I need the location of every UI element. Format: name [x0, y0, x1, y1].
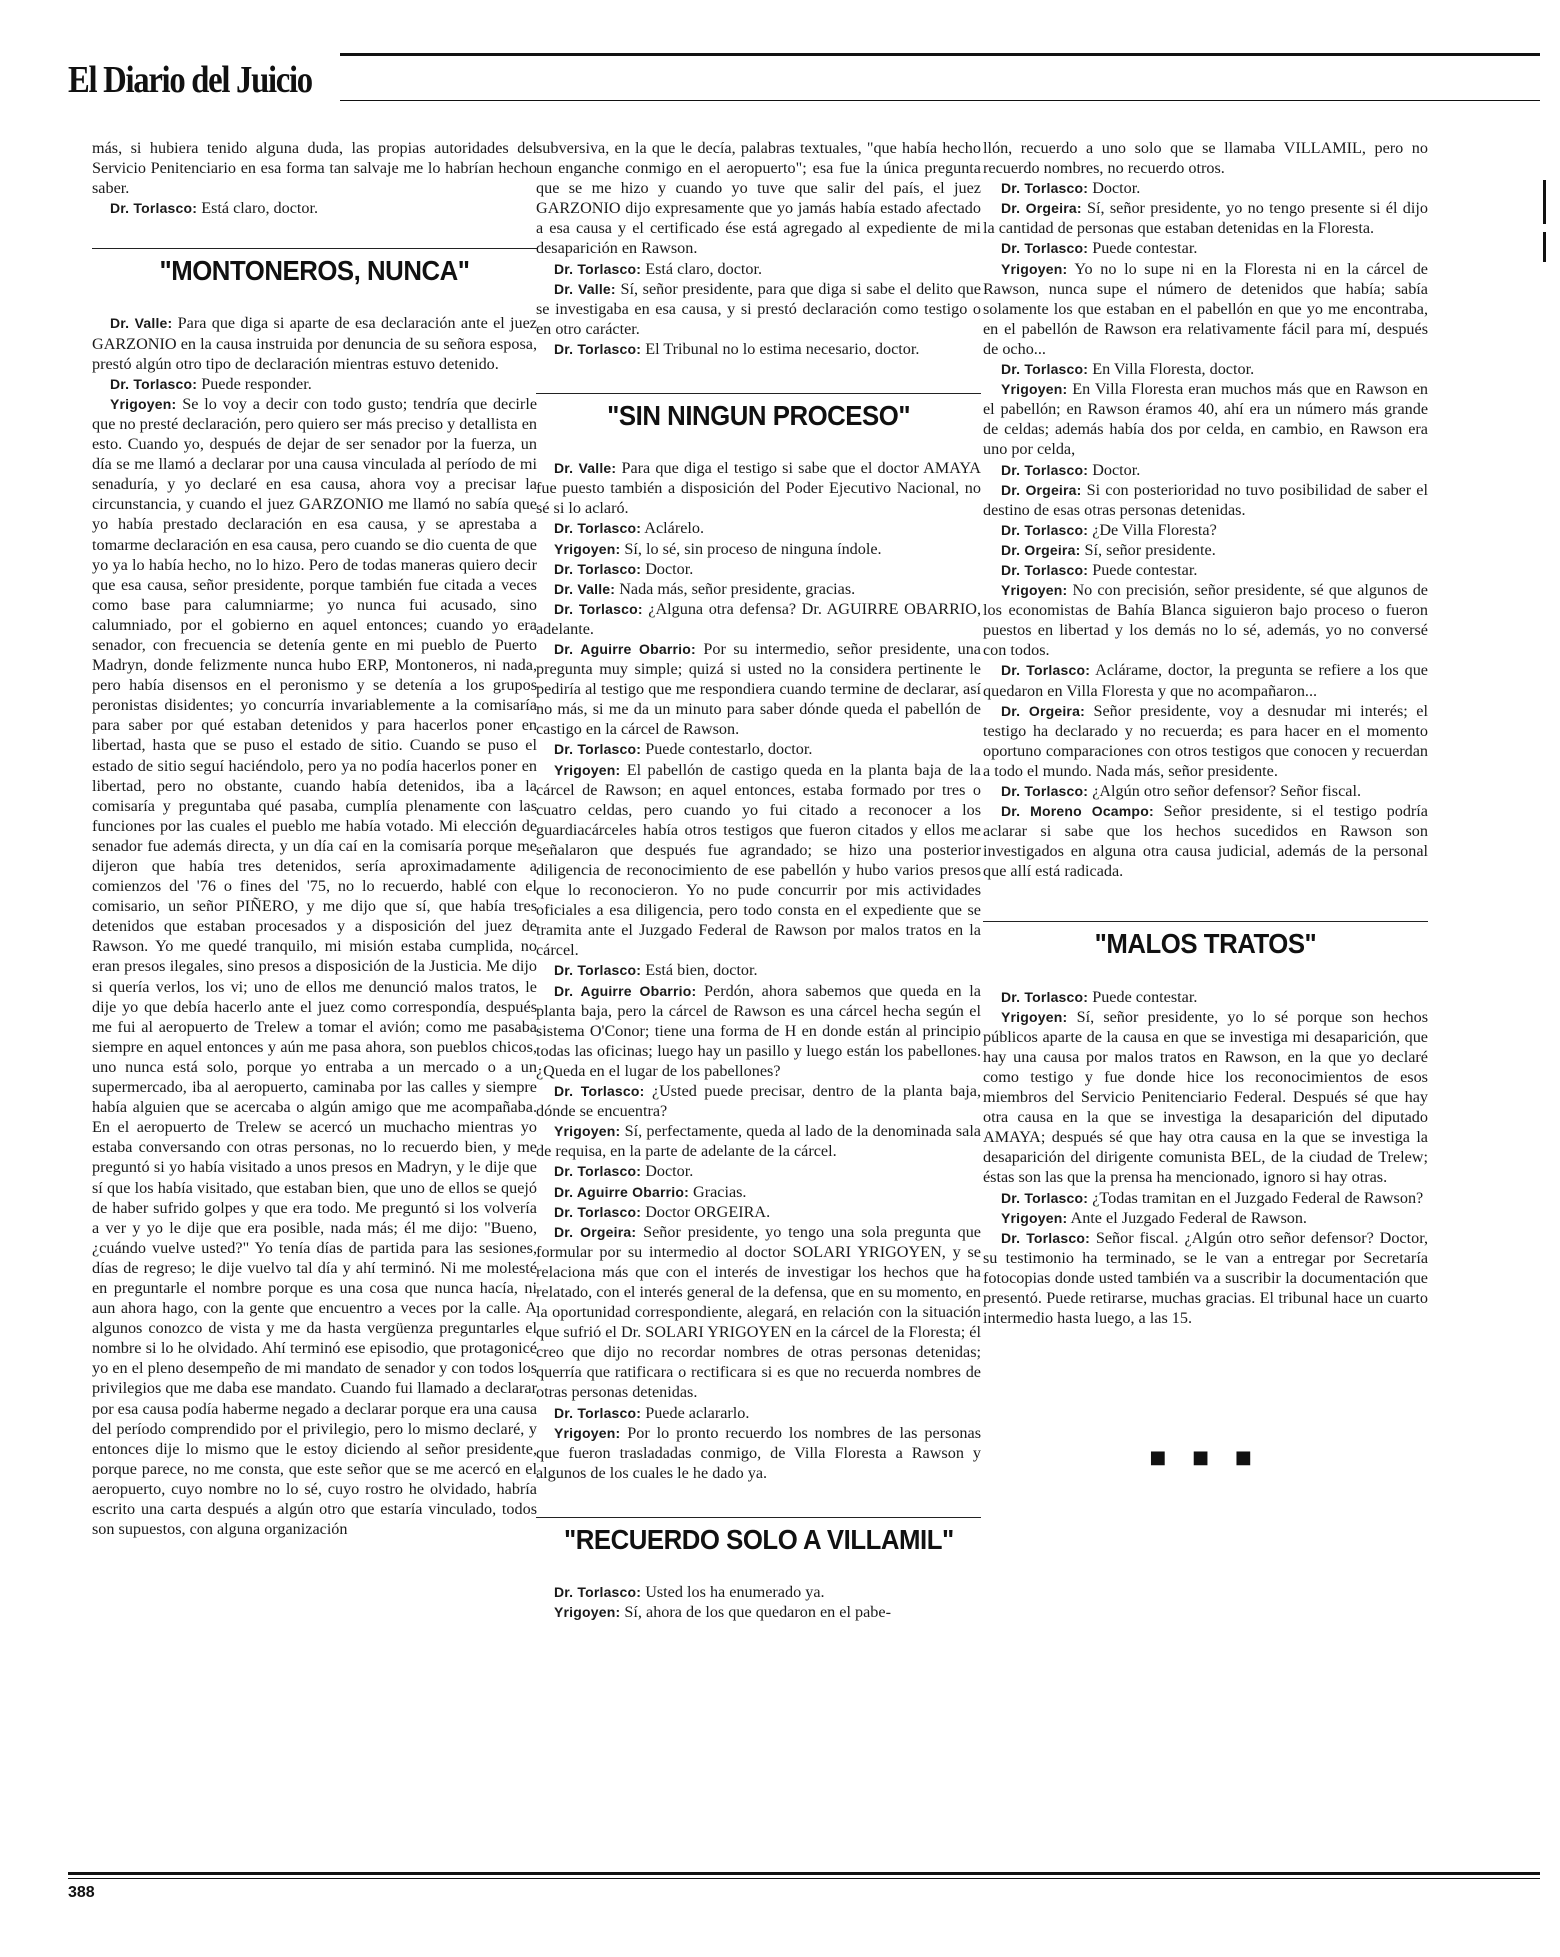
- speech: Sí, señor presidente, yo lo sé porque son hechos públicos aparte de la causa en que se investiga mi desaparición, que hay una causa por malos tratos en Rawson, en la que yo declaré como testigo y fue donde hice los reconocimientos de esos miembros del Servicio Penitenciario Federal. Después sé que hay otra causa en la que se investiga la desaparición del diputado AMAYA; después sé que hay otra causa en la que se investiga la desaparición del dirigente comunista BEL, de la ciudad de Trelew; éstas son las que la prensa ha mencionado, ignoro si hay otras.: [983, 1007, 1428, 1187]
- speech: ¿Todas tramitan en el Juzgado Federal de Rawson?: [1088, 1188, 1424, 1207]
- paragraph: [92, 198, 537, 218]
- paragraph: [536, 639, 981, 739]
- paragraph: [536, 1081, 981, 1121]
- paragraph: [983, 238, 1428, 258]
- speech: Sí, señor presidente, para que diga si sabe el delito que se investigaba en esa causa, y si prestó declaración como testigo o en otro carácter.: [536, 279, 981, 338]
- paragraph: [536, 518, 981, 538]
- footer-rule-thick: [68, 1872, 1540, 1875]
- paragraph: [536, 599, 981, 639]
- speech: Doctor.: [641, 559, 694, 578]
- speech: Está claro, doctor.: [641, 259, 763, 278]
- paragraph: [536, 458, 981, 518]
- paragraph: [983, 379, 1428, 459]
- section-heading: [536, 393, 981, 430]
- speech: ¿De Villa Floresta?: [1088, 520, 1217, 539]
- paragraph: [536, 1121, 981, 1161]
- paragraph: [983, 781, 1428, 801]
- speech: El pabellón de castigo queda en la planta baja de la cárcel de Rawson; en aquel entonces, estaba formado por tres o cuatro celdas, pero cuando yo fui citado a reconocer a los guardiacárceles había otros testigos que fueron citados y ellos me señalaron que después fue agrandado; se hizo una posterior diligencia de reconocimiento de ese pabellón y hubo varios presos que lo reconocieron. Yo no pude concurrir por mis actividades oficiales a esa diligencia, pero todo consta en el expediente que se tramita ante el Juzgado Federal de Rawson por malos tratos en la cárcel.: [536, 760, 981, 960]
- speaker: Yrigoyen:: [554, 1424, 621, 1441]
- speech: Por lo pronto recuerdo los nombres de las personas que fueron trasladadas conmigo, de Villa Floresta a Rawson y algunos de los cuales le he dado ya.: [536, 1423, 981, 1482]
- speech: Sí, lo sé, sin proceso de ninguna índole.: [620, 539, 882, 558]
- speaker: Yrigoyen:: [554, 761, 621, 778]
- speaker: Dr. Torlasco:: [1001, 1189, 1089, 1206]
- speech: Doctor.: [1088, 460, 1141, 479]
- paragraph: [983, 801, 1428, 881]
- paragraph: [536, 1182, 981, 1202]
- speaker: Dr. Valle:: [554, 280, 616, 297]
- speech: Sí, señor presidente, yo no tengo presente si él dijo la cantidad de personas que estaban detenidas en la Floresta.: [983, 199, 1428, 238]
- paragraph: [983, 359, 1428, 379]
- margin-bar-2: [1543, 232, 1546, 262]
- speech: Nada más, señor presidente, gracias.: [615, 579, 856, 598]
- speaker: Dr. Aguirre Obarrio:: [554, 640, 696, 657]
- paragraph: [983, 259, 1428, 359]
- speech: ¿Alguna otra defensa? Dr. AGUIRRE OBARRIO, adelante.: [536, 599, 981, 638]
- speaker: Dr. Torlasco:: [1001, 521, 1089, 538]
- speech: Está bien, doctor.: [641, 961, 758, 980]
- column-1: [92, 138, 537, 1539]
- speaker: Dr. Torlasco:: [1001, 361, 1089, 378]
- speech: En Villa Floresta, doctor.: [1088, 360, 1255, 379]
- speaker: Dr. Torlasco:: [554, 1163, 642, 1180]
- paragraph: [983, 480, 1428, 520]
- speaker: Dr. Torlasco:: [554, 1203, 642, 1220]
- speech: Puede contestarlo, doctor.: [641, 740, 813, 759]
- speaker: Yrigoyen:: [554, 540, 621, 557]
- speaker: Dr. Valle:: [554, 580, 616, 597]
- speaker: Dr. Torlasco:: [554, 340, 642, 357]
- paragraph: [536, 259, 981, 279]
- speaker: Dr. Torlasco:: [554, 520, 642, 537]
- speech: Puede aclararlo.: [641, 1403, 750, 1422]
- paragraph: [92, 313, 537, 373]
- speech: Gracias.: [688, 1182, 747, 1201]
- speech: Aclárelo.: [641, 519, 705, 538]
- section-heading-text: "RECUERDO SOLO A VILLAMIL": [563, 1523, 954, 1555]
- speaker: Dr. Orgeira:: [1001, 702, 1085, 719]
- paragraph: [536, 279, 981, 339]
- speaker: Dr. Torlasco:: [554, 560, 642, 577]
- section-heading-text: "MALOS TRATOS": [1094, 928, 1317, 960]
- paragraph: llón, recuerdo a uno solo que se llamaba VILLAMIL, pero no recuerdo nombres, no recuerdo otros.: [983, 139, 1428, 178]
- speech: Para que diga si aparte de esa declaración ante el juez GARZONIO en la causa instruida por denuncia de su señora esposa, prestó algún otro tipo de declaración mientras estuvo detenido.: [92, 314, 537, 373]
- paragraph: [536, 559, 981, 579]
- masthead-rule-bottom: [340, 100, 1540, 101]
- speech: Señor presidente, si el testigo podría aclarar si sabe que los hechos sucedidos en Rawson son investigados en alguna otra causa judicial, además de la personal que allí está radicada.: [983, 802, 1428, 881]
- paragraph: [536, 1423, 981, 1483]
- speech: No con precisión, señor presidente, sé que algunos de los economistas de Bahía Blanca siguieron bajo proceso o fueron puestos en libertad y los demás no lo sé, además, yo no conversé con todos.: [983, 581, 1428, 660]
- speaker: Dr. Torlasco:: [1001, 988, 1089, 1005]
- paragraph: [983, 460, 1428, 480]
- speaker: Dr. Torlasco:: [1001, 1229, 1090, 1246]
- speech: Sí, señor presidente.: [1080, 540, 1216, 559]
- paragraph: [536, 1222, 981, 1403]
- column-3: [983, 138, 1428, 1468]
- speaker: Dr. Torlasco:: [1001, 783, 1089, 799]
- speech: Perdón, ahora sabemos que queda en la planta baja, pero la cárcel de Rawson es una cárcel hecha según el sistema O'Conor; tiene una forma de H en donde están al principio todas las oficinas; luego hay un pasillo y luego están los pabellones. ¿Queda en el lugar de los pabellones?: [536, 981, 981, 1080]
- speech: Doctor.: [641, 1162, 694, 1181]
- speech: Ante el Juzgado Federal de Rawson.: [1067, 1208, 1307, 1227]
- paragraph: [536, 1161, 981, 1181]
- paragraph: [983, 520, 1428, 540]
- paragraph: [536, 579, 981, 599]
- page-footer: [68, 1872, 1540, 1932]
- paragraph: [983, 701, 1428, 781]
- speaker: Dr. Orgeira:: [1001, 481, 1082, 498]
- speaker: Dr. Aguirre Obarrio:: [554, 1183, 689, 1200]
- speaker: Dr. Torlasco:: [554, 1083, 645, 1100]
- paragraph: [983, 987, 1428, 1007]
- speech: Por su intermedio, señor presidente, una pregunta muy simple; quizá si usted no la considera pertinente le pediría al testigo que me respondiera cuando termine de declarar, así no más, si me da un minuto para saber dónde queda el pabellón de castigo en la cárcel de Rawson.: [536, 639, 981, 739]
- paragraph: [536, 760, 981, 961]
- speaker: Dr. Torlasco:: [1001, 240, 1089, 257]
- speech: Está claro, doctor.: [197, 199, 319, 218]
- speaker: Dr. Orgeira:: [1001, 200, 1082, 217]
- paragraph: [536, 739, 981, 759]
- speech: Puede contestar.: [1088, 987, 1198, 1006]
- paragraph: [983, 660, 1428, 700]
- paragraph: [536, 539, 981, 559]
- speech: Doctor ORGEIRA.: [641, 1202, 771, 1221]
- paragraph: [536, 1582, 981, 1602]
- paragraph: [92, 394, 537, 1539]
- speech: Usted los ha enumerado ya.: [641, 1583, 825, 1601]
- section-heading: [92, 248, 537, 285]
- speaker: Dr. Moreno Ocampo:: [1001, 803, 1154, 820]
- speech: ¿Algún otro señor defensor? Señor fiscal.: [1088, 782, 1361, 800]
- paragraph: [983, 1228, 1428, 1328]
- paragraph: [92, 374, 537, 394]
- section-heading-text: "MONTONEROS, NUNCA": [159, 255, 470, 287]
- speaker: Yrigoyen:: [554, 1604, 621, 1621]
- speech: Sí, ahora de los que quedaron en el pabe-: [620, 1603, 891, 1622]
- footer-rule-thin: [68, 1878, 1540, 1879]
- speech: Para que diga el testigo si sabe que el doctor AMAYA fue puesto también a disposición del Poder Ejecutivo Nacional, no sé si lo aclaró.: [536, 459, 981, 518]
- speaker: Yrigoyen:: [1001, 260, 1068, 277]
- speech: Puede contestar.: [1088, 560, 1198, 579]
- paragraph: [983, 198, 1428, 238]
- speaker: Dr. Aguirre Obarrio:: [554, 982, 697, 999]
- speaker: Yrigoyen:: [1001, 582, 1068, 599]
- speech: En Villa Floresta eran muchos más que en Rawson en el pabellón; en Rawson éramos 40, ahí era un número más grande de celdas; además había dos por celda, en cambio, en Rawson era uno por celda,: [983, 380, 1428, 459]
- speech: ¿Usted puede precisar, dentro de la planta baja, dónde se encuentra?: [536, 1082, 981, 1121]
- speaker: Dr. Valle:: [554, 460, 617, 477]
- speaker: Dr. Torlasco:: [1001, 461, 1089, 478]
- speech: El Tribunal no lo estima necesario, doctor.: [641, 339, 920, 358]
- speech: Se lo voy a decir con todo gusto; tendría que decirle que no presté declaración, pero quiero ser más preciso y detallista en esto. Cuando yo, después de dejar de ser senador por la fuerza, un día se me llamó a declarar por una causa vinculada al período de mi senaduría, y yo declaré en esa causa, ahora voy a precisar la circunstancia, y cuando el juez GARZONIO me llamó no sabía que yo había prestado declaración en esa causa, y se aprestaba a tomarme declaración en esa causa, pero cuando se dio cuenta de que yo ya lo había hecho, no lo hizo. Pero de todas maneras quiero decir que esa causa, señor presidente, porque también fue citada a veces como base para calumniarme; yo nunca fui acusado, sino calumniado, por el gobierno en aquel entonces; cuando yo era senador, con frecuencia se detenía gente en mi pueblo de Puerto Madryn, donde felizmente nunca hubo ERP, Montoneros, ni nada, pero había disensos en el peronismo y se detenía a los grupos peronistas disidentes; yo concurría invariablemente a la comisaría para saber por qué estaban detenidos y para hacerlos poner en libertad, hasta que se puso el estado de sitio. Cuando se puso el estado de sitio seguí haciéndolo, pero ya no podía hacerlos poner en libertad, pero no obstante, cuando había detenidos, iba a la comisaría y preguntaba qué pasaba, cumplía plenamente con las funciones por las cuales el pueblo me había votado. Mi elección de senador fue además directa, y un día caí en la comisaría porque me dijeron que había tres detenidos, sería aproximadamente a comienzos del '76 o fines del '75, no lo recuerdo, hablé con el comisario, un señor PIÑERO, y me dijo que sí, que había tres detenidos que estaban procesados y a disposición del juez de Rawson. Yo me quedé tranquilo, mi misión estaba cumplida, no eran presos ilegales, sino presos a disposición de la Justicia. Me dijo si quería verlos, los vi; uno de ellos me denunció malos tratos, le dije yo que debía hacerlo ante el juez como correspondía, después me fui al aeropuerto de Trelew a tomar el avión; como me pasaba siempre en aquel entonces y aún me pasa ahora, son pueblos chicos, uno nunca está solo, porque yo entraba a un mercado o a un supermercado, iba al aeropuerto, caminaba por las calles y siempre había alguien que se acercaba o algún amigo que me acompañaba. En el aeropuerto de Trelew se acercó un muchacho mientras yo estaba conversando con otras personas, no lo recuerdo bien, y me preguntó si yo había visitado a unos presos en Madryn, y le dije que sí que los había visitado, que estaban bien, que uno de ellos se quejó de haber sufrido golpes y que era todo. Me preguntó si los volvería a ver y yo le dije que era posible, nada más; él me dijo: "Bueno, ¿cuándo vuelve usted?" Yo tenía días de partida para las sesiones, días de regreso; le dije vuelvo tal día y ahí terminó. Ni me molesté en preguntarle el nombre porque es una cosa que nunca hacía, ni aun ahora hago, con la gente que encuentro a veces por la calle. A algunos conozco de vista y me da hasta vergüenza preguntarles el nombre si lo he olvidado. Ahí terminó ese episodio, que protagonicé yo en el pleno desempeño de mi mandato de senador y con todos los privilegios que me daba ese mandato. Cuando fui llamado a declarar por esa causa podía haberme negado a declarar porque era una causa del período comprendido por el privilegio, pero lo mismo declaré, y entonces dije lo mismo que le estoy diciendo al señor presidente, porque parece, no me consta, que este señor que se me acercó en el aeropuerto, cuyo nombre no lo sé, cuyo rostro he olvidado, habría escrito una carta después a algún otro que estaría vinculado, todos son supuestos, con alguna organización: [92, 394, 537, 1539]
- speaker: Dr. Torlasco:: [110, 375, 198, 392]
- section-heading: [983, 921, 1428, 958]
- paragraph: [536, 981, 981, 1081]
- speaker: Dr. Torlasco:: [110, 200, 198, 217]
- speech: Puede contestar.: [1088, 239, 1198, 258]
- section-heading-text: "SIN NINGUN PROCESO": [607, 400, 910, 432]
- speech: Aclárame, doctor, la pregunta se refiere a los que quedaron en Villa Floresta y que no acompañaron...: [983, 661, 1428, 700]
- end-of-article-marks: ■ ■ ■: [1149, 1447, 1262, 1469]
- speech: Yo no lo supe ni en la Floresta ni en la cárcel de Rawson, nunca supe el número de detenidos que había; sabía solamente los que estaban en el pabellón en que yo me encontraba, en el pabellón de Rawson era relativamente fácil para mí, después de ocho...: [983, 259, 1428, 358]
- masthead-rule-top: [340, 53, 1540, 56]
- speech: Si con posterioridad no tuvo posibilidad de saber el destino de esas otras personas detenidas.: [983, 480, 1428, 519]
- paragraph: [536, 960, 981, 980]
- paragraph: subversiva, en la que le decía, palabras textuales, "que había hecho un enganche conmigo en el aeropuerto"; esa fue la única pregunta que se me hizo y cuando yo tuve que salir del país, el juez GARZONIO dijo expresamente que yo jamás había estado afectado a esa causa y el certificado ése está agregado al expediente de mi desaparición en Rawson.: [536, 139, 981, 258]
- speaker: Yrigoyen:: [1001, 381, 1068, 398]
- speaker: Dr. Torlasco:: [554, 600, 643, 617]
- speaker: Dr. Torlasco:: [554, 1584, 642, 1600]
- speaker: Dr. Torlasco:: [554, 962, 642, 979]
- speaker: Dr. Orgeira:: [554, 1223, 637, 1240]
- paragraph: [536, 1202, 981, 1222]
- speaker: Dr. Torlasco:: [554, 260, 642, 277]
- section-heading: [536, 1517, 981, 1554]
- speech: Señor presidente, voy a desnudar mi interés; el testigo ha declarado y no recuerda; es para hacer en el momento oportuno comparaciones con otros testigos que conocen y recuerdan a todo el mundo. Nada más, señor presidente.: [983, 701, 1428, 780]
- speaker: Yrigoyen:: [1001, 1209, 1068, 1226]
- paragraph: [536, 1602, 981, 1622]
- speaker: Dr. Torlasco:: [1001, 561, 1089, 578]
- speech: Señor presidente, yo tengo una sola pregunta que formular por su intermedio al doctor SOLARI YRIGOYEN, y se relaciona más que con el interés de investigar los hechos que ha relatado, con el interés general de la defensa, que en su momento, en la oportunidad correspondiente, alegará, en relación con la situación que sufrió el Dr. SOLARI YRIGOYEN en la cárcel de la Floresta; él creo que dijo no recordar nombres de otras personas detenidas; querría que ratificara o rectificara si es que no recuerda nombres de otras personas detenidas.: [536, 1222, 981, 1402]
- paragraph: más, si hubiera tenido alguna duda, las propias autoridades del Servicio Penitenciario en esa forma tan salvaje me lo habrían hecho saber.: [92, 139, 537, 198]
- paragraph: [983, 560, 1428, 580]
- paragraph: [983, 580, 1428, 660]
- margin-bar-1: [1543, 180, 1546, 224]
- speaker: Dr. Torlasco:: [554, 1404, 642, 1421]
- speaker: Dr. Torlasco:: [1001, 180, 1089, 197]
- speech: Puede responder.: [197, 374, 312, 393]
- speaker: Yrigoyen:: [1001, 1008, 1068, 1025]
- speaker: Dr. Torlasco:: [554, 741, 642, 758]
- paragraph: [983, 1188, 1428, 1208]
- paragraph: [536, 1403, 981, 1423]
- paragraph: [536, 339, 981, 359]
- masthead: [68, 50, 1540, 108]
- speech: Doctor.: [1088, 179, 1141, 198]
- speaker: Dr. Torlasco:: [1001, 662, 1091, 679]
- speech: Señor fiscal. ¿Algún otro señor defensor? Doctor, su testimonio ha terminado, se le van a entregar por Secretaría fotocopias donde usted también va a suscribir la documentación que presentó. Puede retirarse, muchas gracias. El tribunal hace un cuarto intermedio hasta luego, a las 15.: [983, 1228, 1428, 1328]
- paragraph: [983, 1208, 1428, 1228]
- speaker: Dr. Orgeira:: [1001, 541, 1081, 558]
- speaker: Yrigoyen:: [110, 395, 177, 412]
- speaker: Dr. Valle:: [110, 315, 173, 332]
- paragraph: [983, 1007, 1428, 1188]
- page-number: 388: [68, 1884, 95, 1901]
- speaker: Yrigoyen:: [554, 1123, 621, 1140]
- paragraph: [983, 178, 1428, 198]
- speech: Sí, perfectamente, queda al lado de la denominada sala de requisa, en la parte de adelante de la cárcel.: [536, 1122, 981, 1161]
- paragraph: [983, 540, 1428, 560]
- column-2: [536, 138, 981, 1622]
- masthead-title: El Diario del Juicio: [68, 59, 312, 101]
